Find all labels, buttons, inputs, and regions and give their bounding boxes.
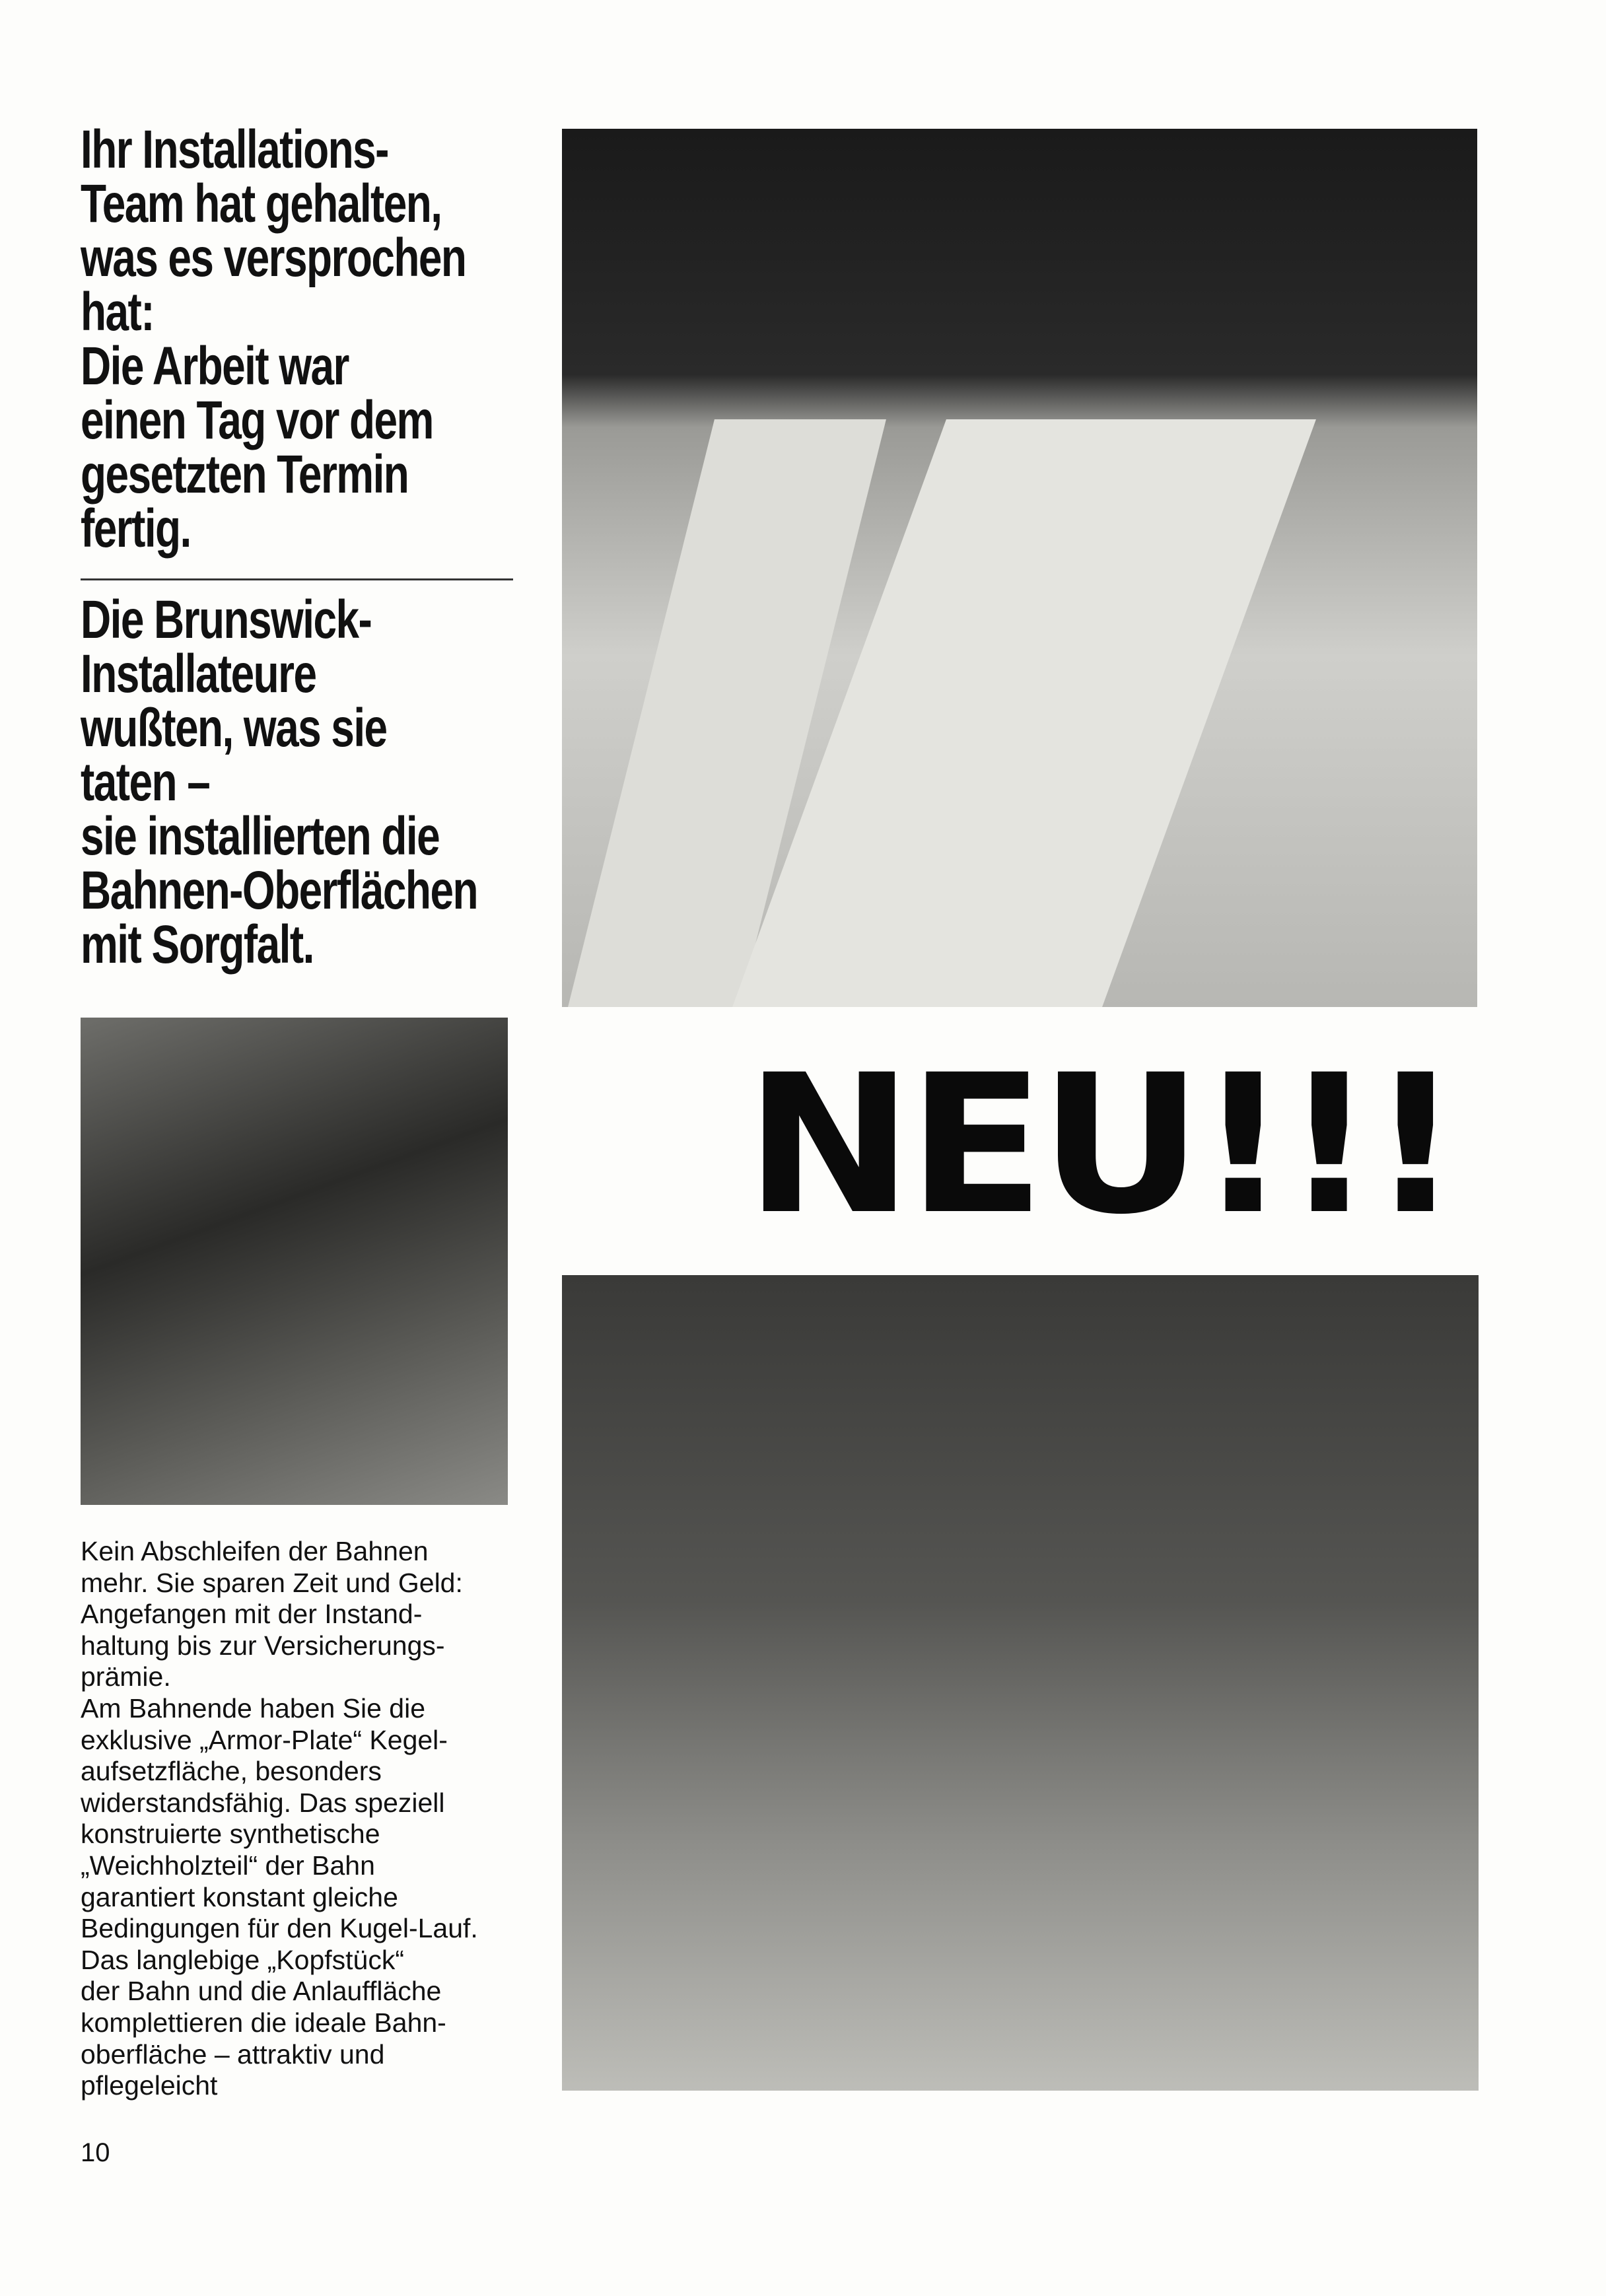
- body-line: Angefangen mit der Instand-: [81, 1599, 423, 1630]
- photo-lane-installation: [562, 129, 1477, 1007]
- body-text: [81, 1536, 543, 2102]
- body-line: Kein Abschleifen der Bahnen: [81, 1536, 429, 1566]
- body-line: garantiert konstant gleiche: [81, 1881, 398, 1912]
- neu-title: NEU!!!: [745, 1034, 1456, 1257]
- body-line: haltung bis zur Versicherungs-: [81, 1630, 445, 1661]
- body-line: exklusive „Armor-Plate“ Kegel-: [81, 1724, 448, 1755]
- body-line: Bedingungen für den Kugel-Lauf.: [81, 1913, 478, 1944]
- headline-line: sie installierten die: [81, 806, 440, 866]
- body-line: Das langlebige „Kopfstück“: [81, 1944, 404, 1975]
- headline-line: taten –: [81, 752, 210, 812]
- headline-line: hat:: [81, 282, 155, 342]
- headline-line: einen Tag vor dem: [81, 390, 433, 450]
- body-line: widerstandsfähig. Das speziell: [81, 1787, 445, 1818]
- headline-line: Ihr Installations-: [81, 120, 388, 180]
- body-line: prämie.: [81, 1661, 171, 1692]
- body-line: mehr. Sie sparen Zeit und Geld:: [81, 1567, 463, 1598]
- body-line: der Bahn und die Anlauffläche: [81, 1976, 442, 2007]
- headline-line: Die Arbeit war: [81, 336, 349, 396]
- headline-line: gesetzten Termin: [81, 444, 409, 504]
- headline-line: Installateure: [81, 644, 316, 704]
- headline-line: Bahnen-Oberflächen: [81, 860, 477, 921]
- body-line: aufsetzfläche, besonders: [81, 1756, 382, 1787]
- headline-installers: [81, 590, 544, 975]
- body-line: konstruierte synthetische: [81, 1819, 380, 1850]
- photo-workers-fitting-lane: [81, 1018, 508, 1505]
- body-line: oberfläche – attraktiv und: [81, 2038, 385, 2070]
- headline-line: Die Brunswick-: [81, 590, 372, 650]
- headline-installation-team: [81, 120, 544, 559]
- body-line: pflegeleicht: [81, 2070, 218, 2101]
- body-line: Am Bahnende haben Sie die: [81, 1692, 426, 1723]
- body-line: „Weichholzteil“ der Bahn: [81, 1850, 375, 1881]
- headline-line: was es versprochen: [81, 228, 466, 288]
- photo-two-men-kneeling-at-lane: [562, 1275, 1479, 2091]
- body-line: komplettieren die ideale Bahn-: [81, 2007, 446, 2038]
- headline-line: wußten, was sie: [81, 698, 387, 758]
- headline-line: mit Sorgfalt.: [81, 915, 314, 975]
- headline-line: fertig.: [81, 499, 191, 559]
- divider-rule: [81, 578, 513, 580]
- page-number: 10: [81, 2138, 110, 2167]
- headline-line: Team hat gehalten,: [81, 174, 442, 234]
